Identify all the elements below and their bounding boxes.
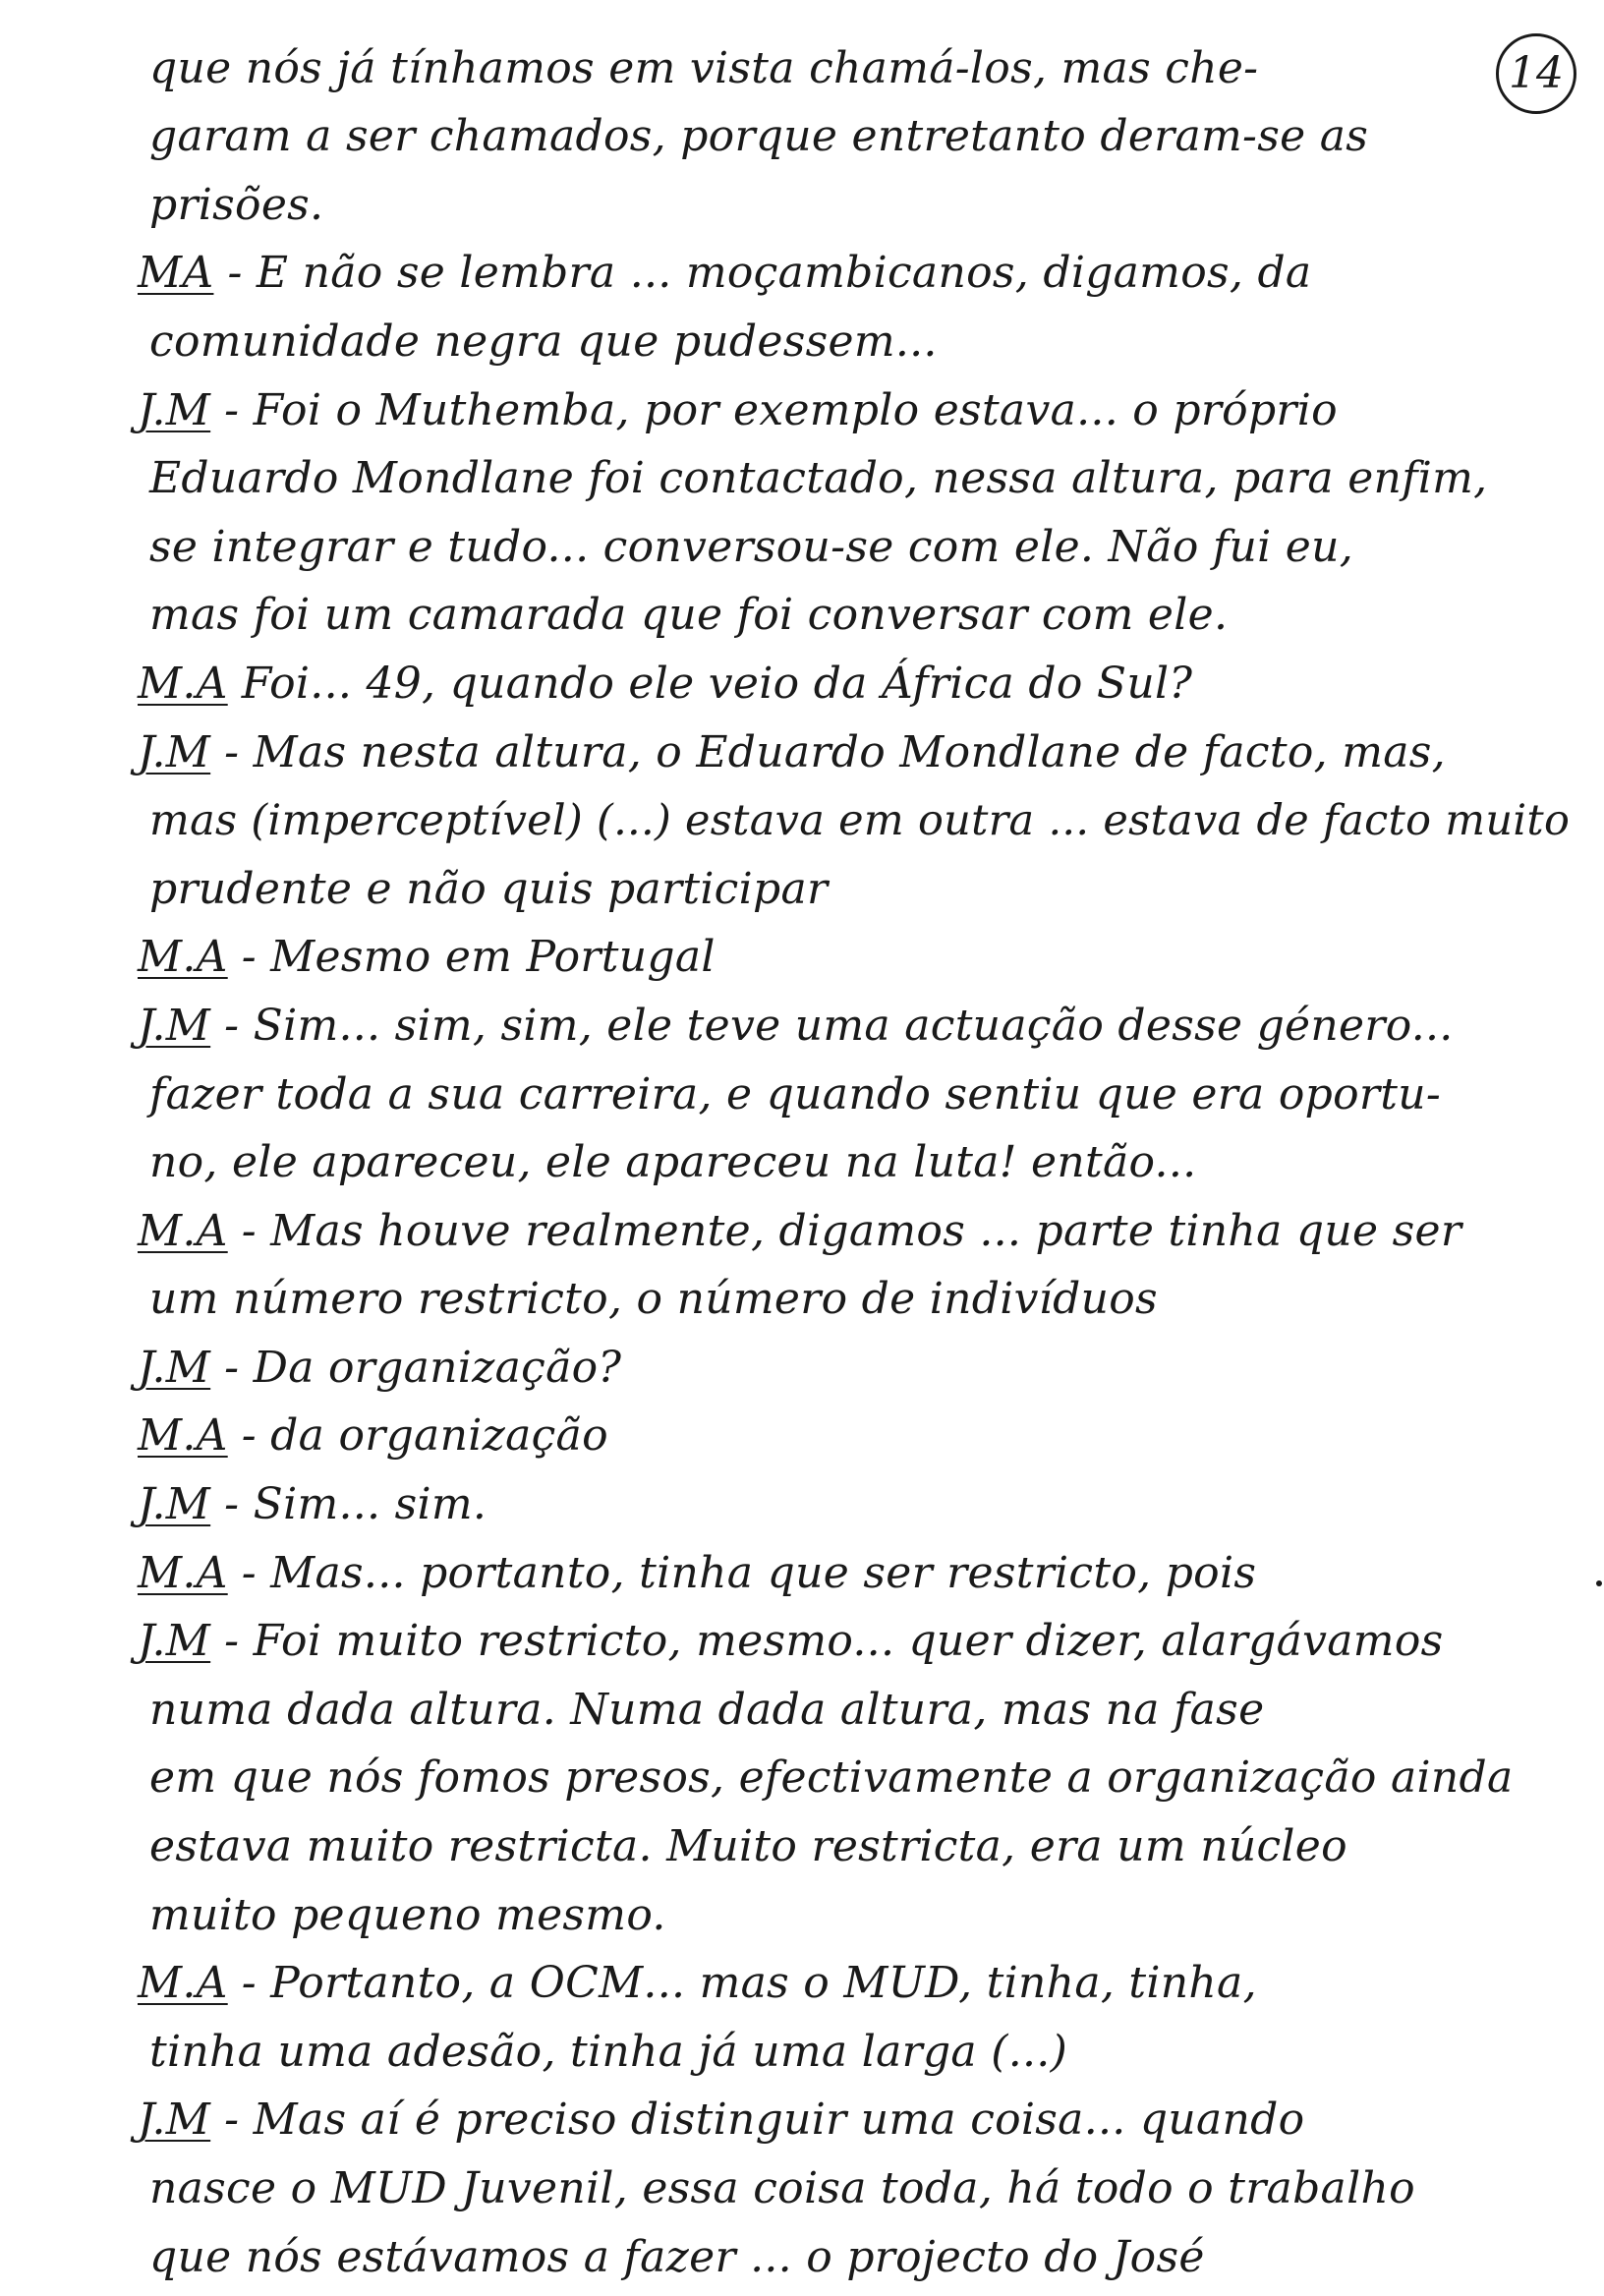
line-text: prisões. xyxy=(149,179,324,230)
speaker-label: M.A xyxy=(138,1410,228,1462)
transcript-line xyxy=(138,1671,1582,1740)
line-text: nasce o MUD Juvenil, essa coisa toda, há todo o trabalho xyxy=(149,2163,1415,2213)
transcript-line xyxy=(138,987,1582,1056)
transcript-line xyxy=(138,303,1582,372)
transcript-line xyxy=(138,508,1582,577)
transcript-line xyxy=(138,1261,1582,1330)
transcript-line xyxy=(138,1124,1582,1193)
line-text: garam a ser chamados, porque entretanto deram-se as xyxy=(149,111,1369,162)
transcript-line xyxy=(138,372,1582,440)
speaker-label: M.A xyxy=(138,932,228,983)
speaker-label: MA xyxy=(138,248,214,299)
transcript-line xyxy=(138,1740,1582,1808)
line-text: Foi... 49, quando ele veio da África do Sul? xyxy=(241,658,1193,709)
transcript-line xyxy=(138,2218,1582,2287)
speaker-label: J.M xyxy=(138,1000,211,1051)
line-text: mas (imperceptível) (...) estava em outra ... estava de facto muito xyxy=(149,796,1571,846)
transcript-line xyxy=(138,2150,1582,2218)
line-text: - Mas nesta altura, o Eduardo Mondlane de facto, mas, xyxy=(224,726,1446,777)
line-text: que nós já tínhamos em vista chamá-los, mas che- xyxy=(149,42,1259,93)
transcript-line xyxy=(138,577,1582,646)
transcript-line xyxy=(138,1398,1582,1466)
transcript-line xyxy=(138,98,1582,167)
line-text: - da organização xyxy=(241,1410,608,1462)
line-text: estava muito restricta. Muito restricta, era um núcleo xyxy=(149,1821,1347,1872)
transcript-line xyxy=(138,1465,1582,1534)
transcript-line xyxy=(138,1945,1582,2014)
line-text: Eduardo Mondlane foi contactado, nessa altura, para enfim, xyxy=(149,453,1488,504)
page-number: 14 xyxy=(1496,33,1576,114)
speaker-label: J.M xyxy=(138,2095,211,2146)
line-text: comunidade negra que pudessem... xyxy=(149,316,938,367)
line-text: - E não se lembra ... moçambicanos, digamos, da xyxy=(227,248,1312,299)
transcript-line xyxy=(138,440,1582,509)
line-text: - Portanto, a OCM... mas o MUD, tinha, tinha, xyxy=(241,1958,1257,2009)
line-text: - Mas houve realmente, digamos ... parte tinha que ser xyxy=(241,1205,1462,1256)
line-text: - Sim... sim. xyxy=(224,1479,487,1530)
transcript-line xyxy=(138,1603,1582,1672)
line-text: - Mas... portanto, tinha que ser restricto, pois xyxy=(241,1547,1257,1598)
transcript-line xyxy=(138,166,1582,235)
line-text: - Da organização? xyxy=(224,1342,622,1393)
line-text: fazer toda a sua carreira, e quando sentiu que era oportu- xyxy=(149,1068,1442,1119)
line-text: numa dada altura. Numa dada altura, mas na fase xyxy=(149,1684,1265,1735)
transcript-line xyxy=(138,714,1582,782)
speaker-label: M.A xyxy=(138,1205,228,1256)
speaker-label: M.A xyxy=(138,1958,228,2009)
transcript-line xyxy=(138,645,1582,714)
line-text: no, ele apareceu, ele apareceu na luta! então... xyxy=(149,1137,1197,1188)
transcript-line xyxy=(138,1192,1582,1261)
line-text: - Sim... sim, sim, ele teve uma actuação desse género... xyxy=(224,1000,1454,1051)
speaker-label: M.A xyxy=(138,658,228,709)
speaker-label: J.M xyxy=(138,384,211,435)
speaker-label: J.M xyxy=(138,1616,211,1667)
transcript-lines xyxy=(138,29,1582,2287)
line-text: em que nós fomos presos, efectivamente a organização ainda xyxy=(149,1752,1514,1804)
line-text: se integrar e tudo... conversou-se com ele. Não fui eu, xyxy=(149,521,1354,572)
line-text: - Mesmo em Portugal xyxy=(241,932,716,983)
transcript-line xyxy=(138,29,1582,98)
line-text: - Mas aí é preciso distinguir uma coisa... quando xyxy=(224,2095,1305,2146)
line-text: tinha uma adesão, tinha já uma larga (...) xyxy=(149,2026,1068,2077)
line-text: prudente e não quis participar xyxy=(149,863,829,914)
line-text: mas foi um camarada que foi conversar com ele. xyxy=(149,590,1229,641)
margin-dot xyxy=(1596,1580,1602,1586)
speaker-label: M.A xyxy=(138,1547,228,1598)
transcript-line xyxy=(138,2013,1582,2082)
transcript-line xyxy=(138,919,1582,988)
line-text: muito pequeno mesmo. xyxy=(149,1889,666,1940)
transcript-line xyxy=(138,1876,1582,1945)
line-text: - Foi o Muthemba, por exemplo estava... o próprio xyxy=(224,384,1338,435)
transcript-line xyxy=(138,850,1582,919)
line-text: um número restricto, o número de indivíduos xyxy=(149,1274,1158,1325)
transcript-line xyxy=(138,1808,1582,1876)
line-text: que nós estávamos a fazer ... o projecto do José xyxy=(149,2231,1205,2282)
speaker-label: J.M xyxy=(138,1479,211,1530)
transcript-line xyxy=(138,2082,1582,2151)
line-text: - Foi muito restricto, mesmo... quer dizer, alargávamos xyxy=(224,1616,1444,1667)
transcript-line xyxy=(138,1056,1582,1124)
speaker-label: J.M xyxy=(138,726,211,777)
transcript-line xyxy=(138,1534,1582,1603)
transcript-line xyxy=(138,235,1582,304)
transcript-line xyxy=(138,782,1582,851)
transcript-line xyxy=(138,1329,1582,1398)
speaker-label: J.M xyxy=(138,1342,211,1393)
